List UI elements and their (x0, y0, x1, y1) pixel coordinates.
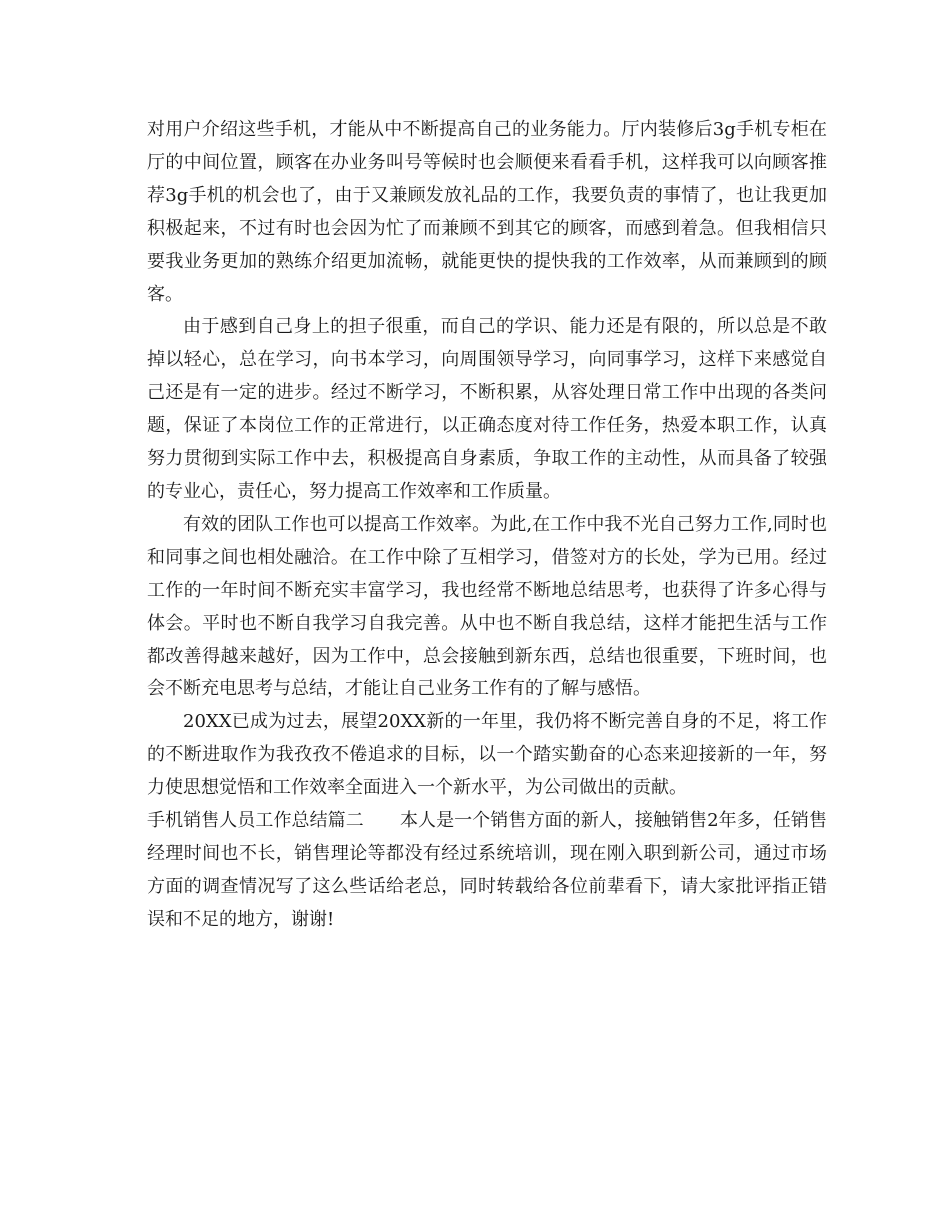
document-body (147, 114, 827, 937)
paragraph-1: 对用户介绍这些手机，才能从中不断提高自己的业务能力。厅内装修后3g手机专柜在厅的中间位置，顾客在办业务叫号等候时也会顺便来看看手机，这样我可以向顾客推荐3g手机的机会也了，由于又兼顾发放礼品的工作，我要负责的事情了，也让我更加积极起来，不过有时也会因为忙了而兼顾不到其它的顾客，而感到着急。但我相信只要我业务更加的熟练介绍更加流畅，就能更快的提快我的工作效率，从而兼顾到的顾客。 (147, 119, 827, 305)
paragraph-5: 手机销售人员工作总结篇二 本人是一个销售方面的新人，接触销售2年多，任销售经理时间也不长，销售理论等都没有经过系统培训，现在刚入职到新公司，通过市场方面的调查情况写了这么些话给老总，同时转载给各位前辈看下，请大家批评指正错误和不足的地方，谢谢! (147, 810, 827, 930)
paragraph-2: 由于感到自己身上的担子很重，而自己的学识、能力还是有限的，所以总是不敢掉以轻心，总在学习，向书本学习，向周围领导学习，向同事学习，这样下来感觉自己还是有一定的进步。经过不断学习，不断积累，从容处理日常工作中出现的各类问题，保证了本岗位工作的正常进行，以正确态度对待工作任务，热爱本职工作，认真努力贯彻到实际工作中去，积极提高自身素质，争取工作的主动性，从而具备了较强的专业心，责任心，努力提高工作效率和工作质量。 (147, 316, 827, 502)
paragraph-3: 有效的团队工作也可以提高工作效率。为此,在工作中我不光自己努力工作,同时也和同事之间也相处融洽。在工作中除了互相学习，借签对方的长处，学为已用。经过工作的一年时间不断充实丰富学习，我也经常不断地总结思考，也获得了许多心得与体会。平时也不断自我学习自我完善。从中也不断自我总结，这样才能把生活与工作都改善得越来越好，因为工作中，总会接触到新东西，总结也很重要，下班时间，也会不断充电思考与总结，才能让自己业务工作有的了解与感悟。 (147, 513, 827, 700)
paragraph-4: 20XX已成为过去，展望20XX新的一年里，我仍将不断完善自身的不足，将工作的不断进取作为我孜孜不倦追求的目标，以一个踏实勤奋的心态来迎接新的一年，努力使思想觉悟和工作效率全面进入一个新水平，为公司做出的贡献。 (147, 711, 827, 799)
